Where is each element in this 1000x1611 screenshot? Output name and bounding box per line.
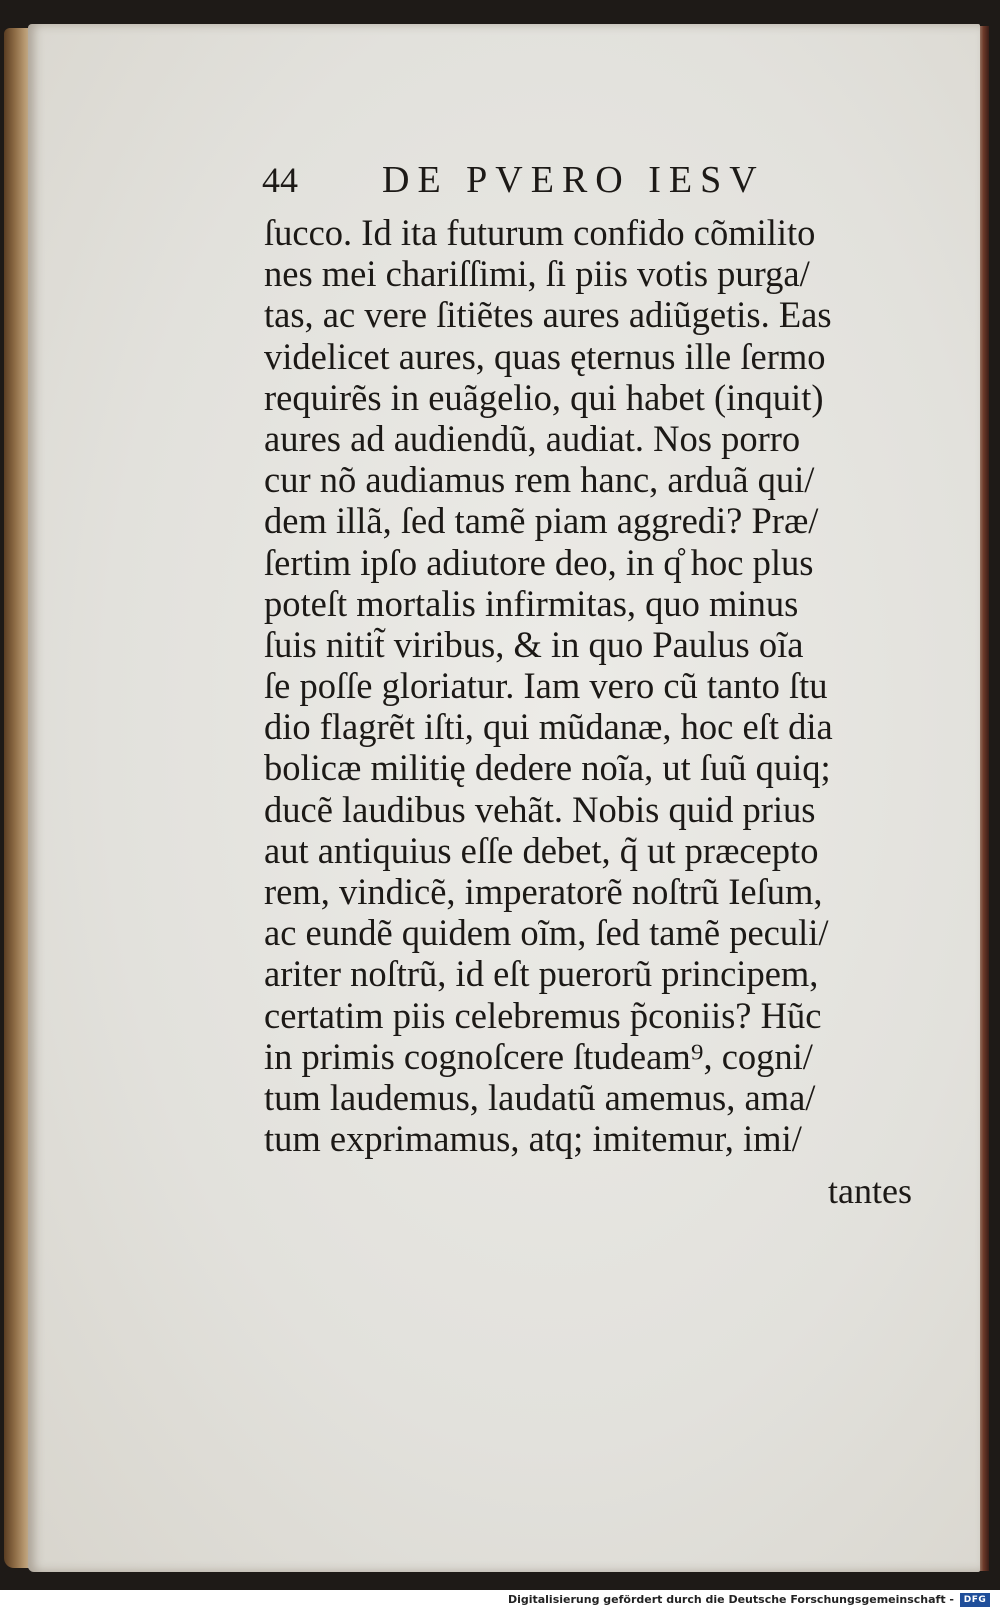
text-line: certatim piis celebremus p̃coniis? Hũc [264, 994, 822, 1036]
body-text [264, 212, 924, 1159]
text-line: dio flagrẽt iſti, qui mũdanæ, hoc eſt dia [264, 706, 833, 748]
text-line: in primis cognoſcere ſtudeam⁹, cogni/ [264, 1035, 813, 1077]
text-line: nes mei chariſſimi, ſi piis votis purga/ [264, 253, 810, 295]
text-line: bolicæ militię dedere noĩa, ut ſuũ quiq; [264, 747, 831, 789]
text-line: ſe poſſe gloriatur. Iam vero cũ tanto ſtu [264, 665, 828, 707]
running-head [262, 158, 862, 202]
text-line: ac eundẽ quidem oĩm, ſed tamẽ peculi/ [264, 912, 829, 954]
text-line: ariter noſtrũ, id eſt puerorũ principem, [264, 953, 819, 995]
text-line: tum exprimamus, atq; imitemur, imi/ [264, 1118, 802, 1160]
text-line: videlicet aures, quas ęternus ille ſermo [264, 335, 826, 377]
dfg-logo: DFG [960, 1593, 990, 1607]
text-line: ſuis nitit̃ viribus, & in quo Paulus oĩa [264, 623, 804, 665]
text-line: ſertim ipſo adiutore deo, in q̊ hoc plus [264, 541, 814, 583]
text-line: aures ad audiendũ, audiat. Nos porro [264, 417, 801, 459]
running-head-title: DE PVERO IESV [382, 159, 765, 201]
digitization-footer [0, 1590, 1000, 1611]
text-line: ducẽ laudibus vehãt. Nobis quid prius [264, 788, 816, 830]
text-line: tum laudemus, laudatũ amemus, ama/ [264, 1076, 816, 1118]
text-line: poteſt mortalis infirmitas, quo minus [264, 582, 799, 624]
text-line: dem illã, ſed tamẽ piam aggredi? Præ/ [264, 500, 819, 542]
text-line: cur nõ audiamus rem hanc, arduã qui/ [264, 459, 815, 501]
funding-credit: Digitalisierung gefördert durch die Deutsche Forschungsgemeinschaft - [507, 1593, 954, 1606]
page-number: 44 [262, 160, 298, 200]
text-line: ſucco. Id ita futurum confido cõmilito [264, 212, 816, 253]
text-line: rem, vindicẽ, imperatorẽ noſtrũ Ieſum, [264, 871, 823, 912]
catchword: tantes [828, 1171, 912, 1211]
text-line: requirẽs in euãgelio, qui habet (inquit) [264, 376, 824, 418]
text-line: tas, ac vere ſitiẽtes aures adiũgetis. Eas [264, 294, 832, 336]
text-line: aut antiquius eſſe debet, q̃ ut præcepto [264, 829, 819, 871]
